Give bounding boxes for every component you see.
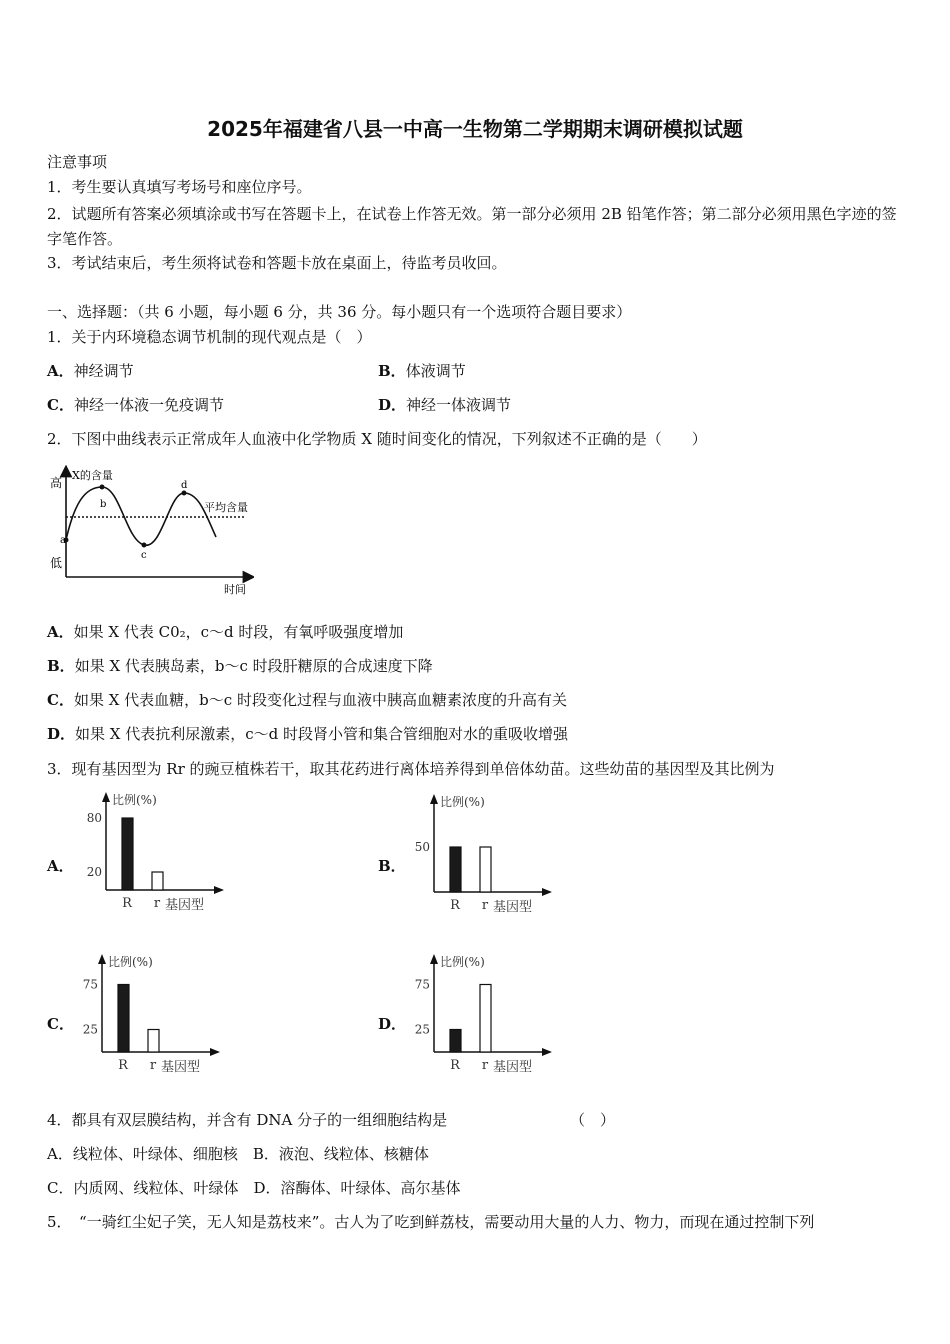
option-letter: C． <box>47 691 74 709</box>
bar-R <box>122 818 133 890</box>
q3-chart-a <box>82 788 227 918</box>
option-letter: B． <box>47 657 75 675</box>
question-4-blank: （ ） <box>570 1111 616 1129</box>
point-c <box>142 543 147 548</box>
q3-option-c-letter: C． <box>47 1015 74 1033</box>
x-tick-label: R <box>450 898 460 913</box>
y-axis-title: 比例(%) <box>112 793 157 807</box>
y-tick-label: 25 <box>414 1022 430 1037</box>
option-letter: D． <box>378 396 407 414</box>
q4-options-row-2: C．内质网、线粒体、叶绿体 D．溶酶体、叶绿体、高尔基体 <box>47 1179 461 1197</box>
x-axis-arrow <box>542 1048 552 1056</box>
y-tick-label: 20 <box>86 865 102 879</box>
q3-chart-b <box>410 790 555 920</box>
option-text: 神经一体液一免疫调节 <box>73 396 224 414</box>
q3-chart-d <box>410 950 555 1080</box>
y-tick-label: 75 <box>82 977 98 992</box>
y-tick-label: 25 <box>82 1022 98 1037</box>
section-heading: 一、选择题：（共 6 小题，每小题 6 分，共 36 分。每小题只有一个选项符合题目要求） <box>47 303 632 321</box>
x-tick-label: r <box>149 1058 157 1073</box>
option-letter: A． <box>47 623 74 641</box>
q2-option-c <box>47 690 567 710</box>
page-title: 2025年福建省八县一中高一生物第二学期期末调研模拟试题 <box>207 117 743 141</box>
option-text: 如果 X 代表血糖，b～c 时段变化过程与血液中胰高血糖素浓度的升高有关 <box>73 691 567 709</box>
x-tick-label: r <box>481 1058 489 1073</box>
option-text: 如果 X 代表 C0₂，c～d 时段，有氧呼吸强度增加 <box>73 623 404 641</box>
q3-option-a-letter: A． <box>47 857 74 875</box>
x-axis-title: 基因型 <box>493 900 533 915</box>
option-text: 神经调节 <box>73 362 134 380</box>
option-letter: A． <box>47 362 74 380</box>
option-text: 神经一体液调节 <box>406 396 512 414</box>
high-label: 高 <box>50 476 63 490</box>
bar-r <box>480 985 491 1053</box>
x-axis-title: 基因型 <box>493 1060 533 1075</box>
q3-chart-c <box>78 950 223 1080</box>
y-axis-title: 比例(%) <box>108 955 153 969</box>
point-a-label: a <box>60 535 66 546</box>
y-axis-title: 比例(%) <box>440 955 485 969</box>
x-tick-label: r <box>153 896 161 911</box>
y-tick-label: 75 <box>414 977 430 992</box>
y-tick-label: 80 <box>86 811 102 825</box>
x-axis-title: 时间 <box>224 583 246 596</box>
q3-option-b-letter: B． <box>378 857 406 875</box>
y-axis-arrow <box>430 794 438 804</box>
bar-r <box>480 847 491 892</box>
point-d <box>182 491 187 496</box>
y-tick-label: 50 <box>414 840 430 854</box>
y-axis-arrow <box>98 954 106 964</box>
question-1-stem: 1．关于内环境稳态调节机制的现代观点是（ ） <box>47 328 372 346</box>
q2-option-d <box>47 724 568 744</box>
q3-option-d-letter: D． <box>378 1015 407 1033</box>
option-letter: D． <box>47 725 76 743</box>
x-tick-label: R <box>118 1058 128 1073</box>
low-label: 低 <box>50 556 63 570</box>
q1-option-c <box>47 395 224 415</box>
question-3-stem: 3．现有基因型为 Rr 的豌豆植株若干，取其花药进行离体培养得到单倍体幼苗。这些幼苗的基因型及其比例为 <box>47 760 775 778</box>
x-curve <box>66 487 216 545</box>
x-axis-arrow <box>210 1048 220 1056</box>
option-text: 如果 X 代表胰岛素，b～c 时段肝糖原的合成速度下降 <box>74 657 433 675</box>
bar-R <box>450 847 461 892</box>
average-label: 平均含量 <box>204 501 248 514</box>
y-axis-arrow <box>430 954 438 964</box>
y-axis-arrow <box>102 792 110 802</box>
x-tick-label: R <box>450 1058 460 1073</box>
question-5-stem: 5． “一骑红尘妃子笑，无人知是荔枝来”。古人为了吃到鲜荔枝，需要动用大量的人力、物力，而现在通过控制下列 <box>47 1213 815 1231</box>
x-axis-title: 基因型 <box>161 1060 201 1075</box>
point-c-label: c <box>141 550 147 561</box>
q2-option-b <box>47 656 433 676</box>
y-axis-title: X的含量 <box>72 469 113 482</box>
option-letter: C． <box>47 396 74 414</box>
y-axis-title: 比例(%) <box>440 795 485 809</box>
x-axis-title: 基因型 <box>165 898 205 913</box>
bar-r <box>148 1030 159 1053</box>
question-2-stem: 2．下图中曲线表示正常成年人血液中化学物质 X 随时间变化的情况，下列叙述不正确的是（ ） <box>47 430 707 448</box>
x-axis-arrow <box>214 886 224 894</box>
q1-option-b <box>378 361 466 381</box>
q2-curve-figure <box>44 465 254 600</box>
x-tick-label: r <box>481 898 489 913</box>
option-text: 体液调节 <box>405 362 466 380</box>
notice-item: 3．考试结束后，考生须将试卷和答题卡放在桌面上，待监考员收回。 <box>47 254 507 272</box>
notice-item: 2．试题所有答案必须填涂或书写在答题卡上，在试卷上作答无效。第一部分必须用 2B 铅笔作答；第二部分必须用黑色字迹的签字笔作答。 <box>47 205 897 248</box>
point-d-label: d <box>181 480 188 491</box>
q2-option-a <box>47 622 403 642</box>
point-b-label: b <box>100 499 107 510</box>
notice-heading: 注意事项 <box>47 153 108 171</box>
point-b <box>100 485 105 490</box>
question-4-stem: 4．都具有双层膜结构，并含有 DNA 分子的一组细胞结构是 <box>47 1111 448 1129</box>
bar-R <box>118 985 129 1053</box>
bar-r <box>152 872 163 890</box>
bar-R <box>450 1030 461 1053</box>
option-letter: B． <box>378 362 406 380</box>
x-tick-label: R <box>122 896 132 911</box>
x-axis-arrow <box>542 888 552 896</box>
q1-option-d <box>378 395 511 415</box>
q4-options-row-1: A．线粒体、叶绿体、细胞核 B．液泡、线粒体、核糖体 <box>47 1145 429 1163</box>
notice-item: 1．考生要认真填写考场号和座位序号。 <box>47 178 312 196</box>
q1-option-a <box>47 361 134 381</box>
option-text: 如果 X 代表抗利尿激素，c～d 时段肾小管和集合管细胞对水的重吸收增强 <box>75 725 569 743</box>
